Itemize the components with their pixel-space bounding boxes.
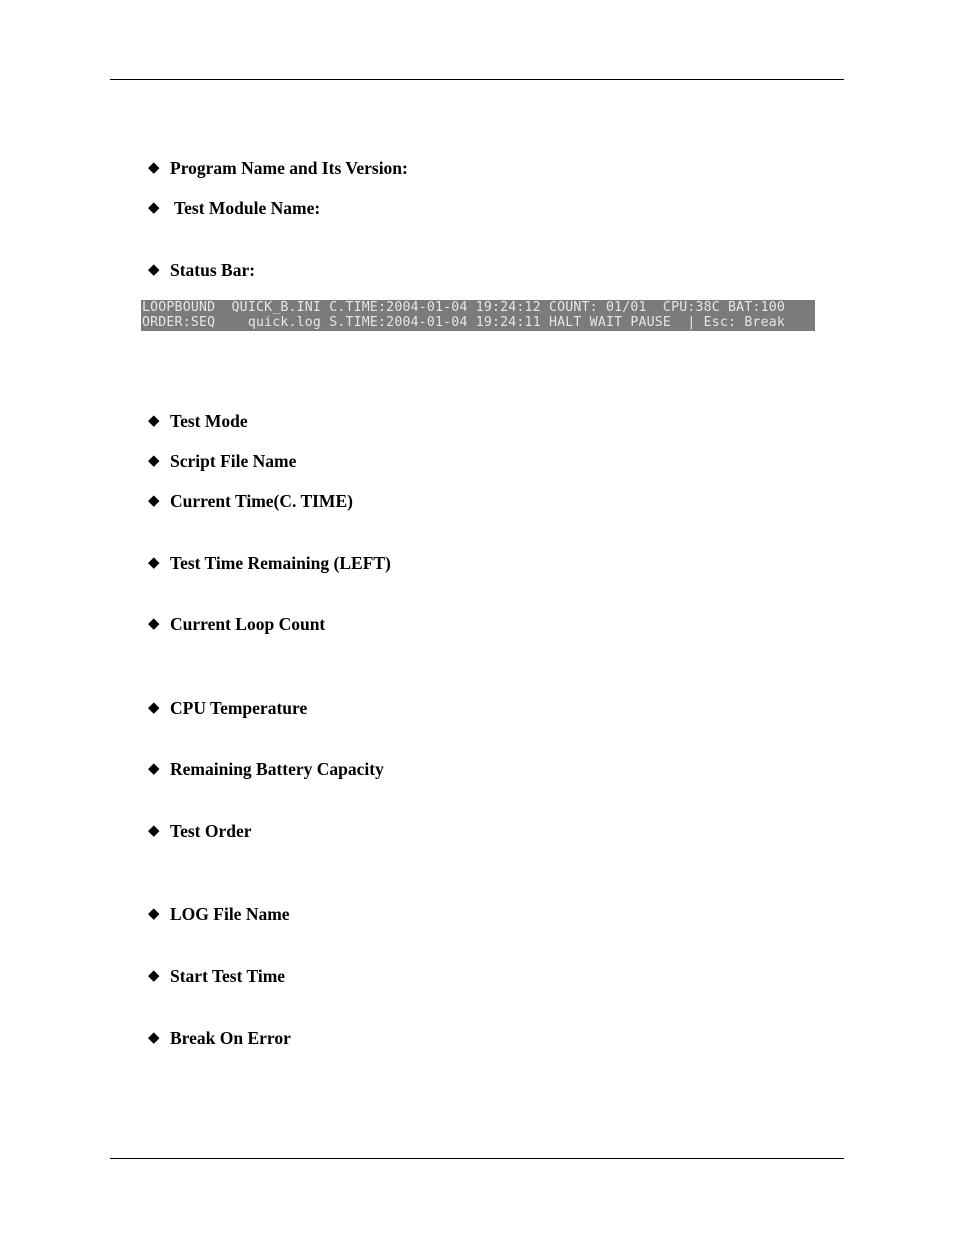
bullet-label: CPU Temperature [170,698,308,718]
bullet-label: LOG File Name [170,904,290,924]
diamond-bullet-icon: ◆ [148,700,160,716]
status-bar-line-2: ORDER:SEQ quick.log S.TIME:2004-01-04 19:24:11 HALT WAIT PAUSE | Esc: Break [142,315,786,330]
bullet-log-file [148,903,290,925]
footer-rule [110,1158,844,1159]
diamond-bullet-icon: ◆ [148,262,160,278]
diamond-bullet-icon: ◆ [148,160,160,176]
diamond-bullet-icon: ◆ [148,200,160,216]
diamond-bullet-icon: ◆ [148,453,160,469]
diamond-bullet-icon: ◆ [148,616,160,632]
bullet-label: Test Order [170,821,252,841]
bullet-script-file [148,450,296,472]
diamond-bullet-icon: ◆ [148,493,160,509]
header-rule [110,79,844,80]
bullet-label: Test Mode [170,411,248,431]
bullet-program-name [148,157,408,179]
bullet-label: Test Module Name: [170,198,321,218]
bullet-break-on-error [148,1027,291,1049]
bullet-label: Test Time Remaining (LEFT) [170,553,391,573]
bullet-label: Program Name and Its Version: [170,158,408,178]
bullet-start-time [148,965,285,987]
status-bar-screenshot [141,300,815,331]
bullet-label: Break On Error [170,1028,291,1048]
diamond-bullet-icon: ◆ [148,1030,160,1046]
diamond-bullet-icon: ◆ [148,555,160,571]
bullet-time-remaining [148,552,391,574]
bullet-label: Start Test Time [170,966,286,986]
bullet-status-bar [148,259,255,281]
diamond-bullet-icon: ◆ [148,413,160,429]
diamond-bullet-icon: ◆ [148,823,160,839]
bullet-test-order [148,820,252,842]
bullet-label: Current Time(C. TIME) [170,491,353,511]
bullet-label: Remaining Battery Capacity [170,759,384,779]
diamond-bullet-icon: ◆ [148,761,160,777]
bullet-label: Status Bar: [170,260,256,280]
diamond-bullet-icon: ◆ [148,968,160,984]
bullet-battery [148,758,384,780]
bullet-test-module [148,197,320,219]
bullet-current-time [148,490,353,512]
diamond-bullet-icon: ◆ [148,906,160,922]
bullet-test-mode [148,410,248,432]
bullet-loop-count [148,613,325,635]
bullet-label: Current Loop Count [170,614,326,634]
status-bar-line-1: LOOPBOUND QUICK_B.INI C.TIME:2004-01-04 19:24:12 COUNT: 01/01 CPU:38C BAT:100 [142,300,786,315]
bullet-label: Script File Name [170,451,297,471]
bullet-cpu-temp [148,697,307,719]
